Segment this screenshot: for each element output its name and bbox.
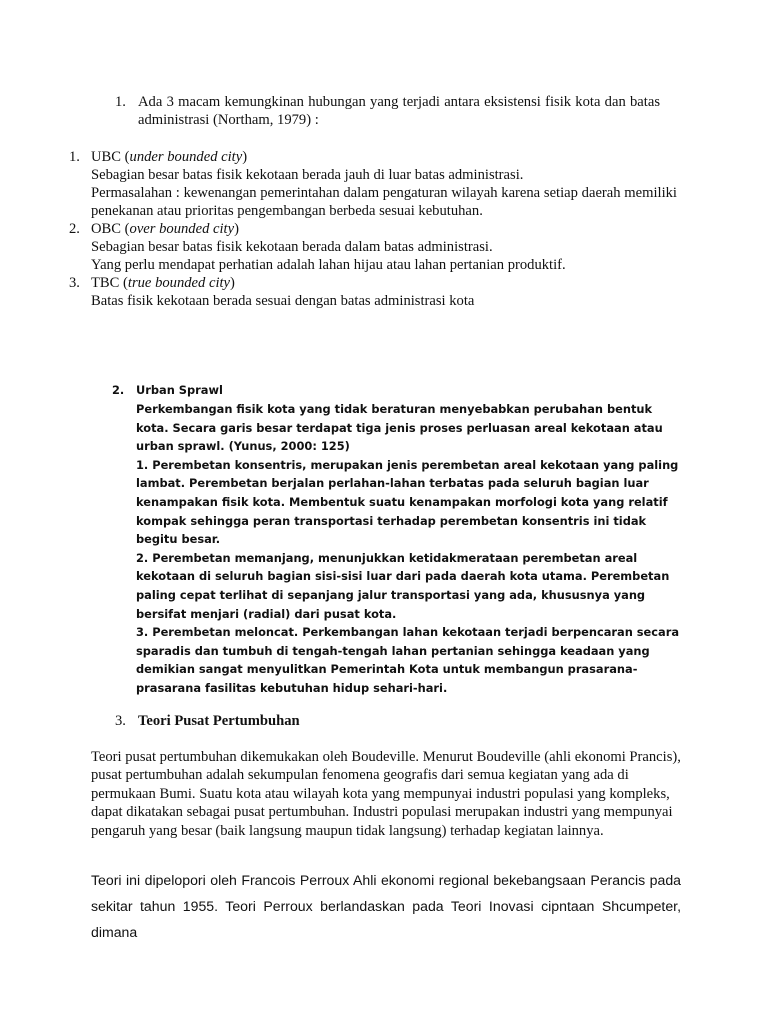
item-3-heading: TBC (true bounded city) xyxy=(91,275,235,291)
urban-sprawl-point-3: 3. Perembetan meloncat. Perkembangan lahan kekotaan terjadi berpencaran secara sparadis dan tumbuh di tengah-tengah lahan pertanian sehingga keadaan yang demikian sangat menyulitkan Pemerintah Kota untuk membangun prasarana-prasarana fasilitas kebutuhan hidup sehari-hari. xyxy=(136,625,680,695)
section-3-paragraph-1: Teori pusat pertumbuhan dikemukakan oleh Boudeville. Menurut Boudeville (ahli ekonomi Prancis), pusat pertumbuhan adalah sekumpulan fenomena geografis dari semua kegiatan yang ada di permukaan Bumi. Suatu kota atau wilayah kota yang mempunyai industri populasi yang kompleks, dapat dikatakan sebagai pusat pertumbuhan. Industri populasi merupakan industri yang mempunyai pengaruh yang besar (baik langsung maupun tidak langsung) terhadap kegiatan lainnya. xyxy=(91,749,681,839)
section-3-paragraph-2: Teori ini dipelopori oleh Francois Perroux Ahli ekonomi regional bekebangsaan Perancis pada sekitar tahun 1955. Teori Perroux berlandaskan pada Teori Inovasi cipntaan Shcumpeter, dimana xyxy=(91,872,681,940)
item-2-code: OBC xyxy=(91,221,122,237)
urban-sprawl-point-1: 1. Perembetan konsentris, merupakan jenis perembetan areal kekotaan yang paling lambat. Perembetan berjalan perlahan-lahan terbatas pada seluruh bagian luar kenampakan fisik kota. Membentuk suatu kenampakan morfologi kota yang relatif kompak sehingga peran transportasi terhadap perembetan konsentris ini tidak begitu besar. xyxy=(136,457,679,547)
item-1-heading: UBC (under bounded city) xyxy=(91,149,248,165)
item-1-line-1: Sebagian besar batas fisik kekotaan berada jauh di luar batas administrasi. xyxy=(91,167,524,183)
item-2-number: 2. xyxy=(69,221,80,237)
section-1-number: 1. xyxy=(115,94,126,110)
item-1-code: UBC xyxy=(91,149,122,165)
item-3-number: 3. xyxy=(69,275,80,291)
section-2-body xyxy=(136,400,684,698)
section-3-number: 3. xyxy=(115,713,126,729)
urban-sprawl-intro: Perkembangan fisik kota yang tidak beraturan menyebabkan perubahan bentuk kota. Secara garis besar terdapat tiga jenis proses perluasan areal kekotaan atau urban sprawl. (Yunus, 2000: 125) xyxy=(136,402,663,454)
item-1-term: under bounded city xyxy=(129,149,243,165)
item-2-term: over bounded city xyxy=(129,221,235,237)
section-3-title: Teori Pusat Pertumbuhan xyxy=(138,713,300,729)
item-1-line-2: Permasalahan : kewenangan pemerintahan dalam pengaturan wilayah karena setiap daerah memiliki penekanan atau prioritas pengembangan berbeda sesuai kebutuhan. xyxy=(91,185,677,220)
item-2-heading: OBC (over bounded city) xyxy=(91,221,239,237)
item-3-term: true bounded city xyxy=(127,275,231,291)
section-2-title: Urban Sprawl xyxy=(136,383,223,397)
item-3-code: TBC xyxy=(91,275,120,291)
item-1-number: 1. xyxy=(69,149,80,165)
section-2-number: 2. xyxy=(112,383,125,397)
item-2-line-1: Sebagian besar batas fisik kekotaan berada dalam batas administrasi. xyxy=(91,239,493,255)
item-2-line-2: Yang perlu mendapat perhatian adalah lahan hijau atau lahan pertanian produktif. xyxy=(91,257,566,273)
section-1-intro: Ada 3 macam kemungkinan hubungan yang terjadi antara eksistensi fisik kota dan batas administrasi (Northam, 1979) : xyxy=(138,94,660,129)
item-3-line-1: Batas fisik kekotaan berada sesuai dengan batas administrasi kota xyxy=(91,293,475,309)
urban-sprawl-point-2: 2. Perembetan memanjang, menunjukkan ketidakmerataan perembetan areal kekotaan di seluruh bagian sisi-sisi luar dari pada daerah kota utama. Perembetan paling cepat terlihat di sepanjang jalur transportasi yang ada, khususnya yang bersifat menjari (radial) dari pusat kota. xyxy=(136,550,670,621)
